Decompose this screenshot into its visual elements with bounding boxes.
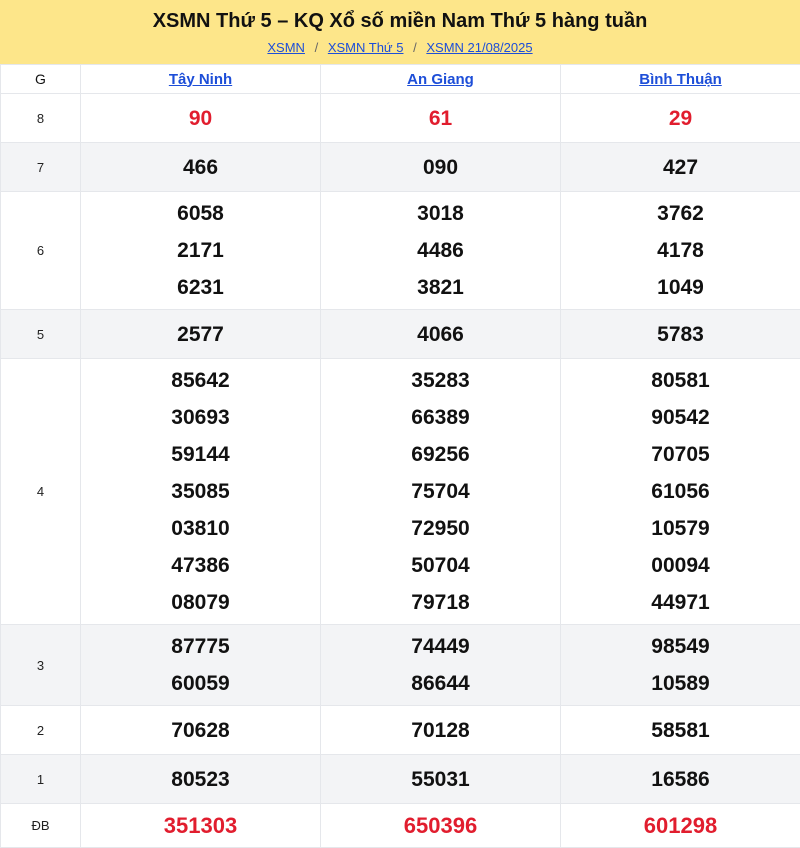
- result-number: 351303: [81, 807, 320, 844]
- prize-label: 4: [1, 359, 81, 625]
- result-number: 10579: [561, 510, 800, 547]
- table-header-row: [1, 65, 800, 94]
- prize-cell: [81, 94, 321, 143]
- prize-label: 2: [1, 706, 81, 755]
- breadcrumb-separator: /: [413, 40, 417, 55]
- prize-cell: [81, 804, 321, 848]
- result-number: 601298: [561, 807, 800, 844]
- page-header: [0, 0, 800, 64]
- prize-cell: [561, 310, 800, 359]
- breadcrumb-separator: /: [315, 40, 319, 55]
- prize-row: [1, 94, 800, 143]
- result-number: 6058: [81, 195, 320, 232]
- prize-cell: [561, 359, 800, 625]
- result-number: 47386: [81, 547, 320, 584]
- result-number: 466: [81, 149, 320, 186]
- prize-cell: [561, 192, 800, 310]
- province-link-an-giang[interactable]: An Giang: [407, 71, 474, 88]
- prize-cell: [81, 192, 321, 310]
- result-number: 80581: [561, 362, 800, 399]
- result-number: 30693: [81, 399, 320, 436]
- prize-cell: [81, 755, 321, 804]
- prize-cell: [81, 359, 321, 625]
- prize-cell: [561, 143, 800, 192]
- prize-label: ĐB: [1, 804, 81, 848]
- prize-cell: [321, 755, 561, 804]
- result-number: 61056: [561, 473, 800, 510]
- prize-row: [1, 143, 800, 192]
- result-number: 74449: [321, 628, 560, 665]
- result-number: 5783: [561, 316, 800, 353]
- prize-column-header: G: [1, 65, 81, 94]
- result-number: 1049: [561, 269, 800, 306]
- prize-cell: [321, 706, 561, 755]
- result-number: 03810: [81, 510, 320, 547]
- prize-cell: [81, 143, 321, 192]
- prize-cell: [321, 625, 561, 706]
- result-number: 35283: [321, 362, 560, 399]
- prize-cell: [321, 310, 561, 359]
- province-link-tay-ninh[interactable]: Tây Ninh: [169, 71, 232, 88]
- province-header: [81, 65, 321, 94]
- province-header: [321, 65, 561, 94]
- prize-row: [1, 310, 800, 359]
- result-number: 00094: [561, 547, 800, 584]
- result-number: 29: [561, 100, 800, 137]
- result-number: 70628: [81, 712, 320, 749]
- breadcrumb-link-xsmn-thu5[interactable]: XSMN Thứ 5: [328, 40, 404, 55]
- prize-cell: [321, 143, 561, 192]
- prize-label: 1: [1, 755, 81, 804]
- result-number: 69256: [321, 436, 560, 473]
- result-number: 87775: [81, 628, 320, 665]
- prize-cell: [321, 804, 561, 848]
- prize-cell: [81, 625, 321, 706]
- result-number: 3762: [561, 195, 800, 232]
- province-header: [561, 65, 800, 94]
- prize-row: [1, 625, 800, 706]
- result-number: 98549: [561, 628, 800, 665]
- prize-cell: [81, 706, 321, 755]
- result-number: 3018: [321, 195, 560, 232]
- prize-label: 7: [1, 143, 81, 192]
- result-number: 66389: [321, 399, 560, 436]
- breadcrumb: [0, 40, 800, 55]
- prize-label: 8: [1, 94, 81, 143]
- results-table: [0, 64, 800, 848]
- result-number: 6231: [81, 269, 320, 306]
- prize-row: [1, 192, 800, 310]
- prize-row: [1, 755, 800, 804]
- result-number: 86644: [321, 665, 560, 702]
- prize-label: 6: [1, 192, 81, 310]
- result-number: 90: [81, 100, 320, 137]
- result-number: 90542: [561, 399, 800, 436]
- result-number: 08079: [81, 584, 320, 621]
- prize-cell: [561, 625, 800, 706]
- breadcrumb-link-xsmn[interactable]: XSMN: [267, 40, 305, 55]
- result-number: 75704: [321, 473, 560, 510]
- result-number: 50704: [321, 547, 560, 584]
- result-number: 35085: [81, 473, 320, 510]
- prize-row: [1, 706, 800, 755]
- result-number: 4486: [321, 232, 560, 269]
- result-number: 427: [561, 149, 800, 186]
- prize-cell: [561, 706, 800, 755]
- result-number: 2171: [81, 232, 320, 269]
- result-number: 4178: [561, 232, 800, 269]
- result-number: 72950: [321, 510, 560, 547]
- result-number: 44971: [561, 584, 800, 621]
- prize-cell: [561, 94, 800, 143]
- result-number: 70128: [321, 712, 560, 749]
- result-number: 80523: [81, 761, 320, 798]
- prize-row: [1, 359, 800, 625]
- result-number: 55031: [321, 761, 560, 798]
- result-number: 61: [321, 100, 560, 137]
- province-link-binh-thuan[interactable]: Bình Thuận: [639, 71, 722, 88]
- breadcrumb-link-date[interactable]: XSMN 21/08/2025: [426, 40, 532, 55]
- result-number: 10589: [561, 665, 800, 702]
- prize-cell: [561, 755, 800, 804]
- result-number: 4066: [321, 316, 560, 353]
- result-number: 79718: [321, 584, 560, 621]
- result-number: 58581: [561, 712, 800, 749]
- result-number: 60059: [81, 665, 320, 702]
- prize-label: 5: [1, 310, 81, 359]
- prize-cell: [561, 804, 800, 848]
- prize-cell: [321, 94, 561, 143]
- result-number: 3821: [321, 269, 560, 306]
- result-number: 85642: [81, 362, 320, 399]
- result-number: 59144: [81, 436, 320, 473]
- result-number: 70705: [561, 436, 800, 473]
- result-number: 16586: [561, 761, 800, 798]
- result-number: 090: [321, 149, 560, 186]
- result-number: 2577: [81, 316, 320, 353]
- result-number: 650396: [321, 807, 560, 844]
- prize-cell: [321, 359, 561, 625]
- prize-label: 3: [1, 625, 81, 706]
- page-title: XSMN Thứ 5 – KQ Xổ số miền Nam Thứ 5 hàng tuần: [0, 8, 800, 34]
- prize-row: [1, 804, 800, 848]
- prize-cell: [81, 310, 321, 359]
- prize-cell: [321, 192, 561, 310]
